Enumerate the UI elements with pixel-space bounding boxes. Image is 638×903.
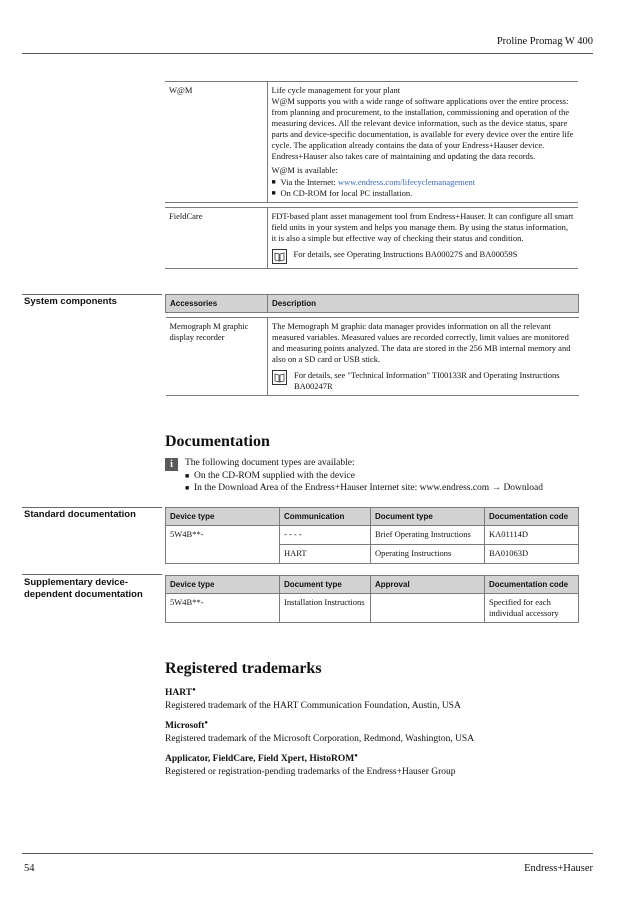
column-header: Description: [268, 295, 579, 313]
book-icon: [272, 370, 287, 385]
trademarks-heading: Registered trademarks: [165, 660, 322, 677]
table-cell: Brief Operating Instructions: [371, 526, 485, 545]
registered-mark-icon: ●: [192, 687, 196, 693]
book-icon: [272, 249, 287, 264]
info-icon: i: [165, 458, 178, 471]
column-header: Documentation code: [485, 576, 579, 594]
documentation-list: [185, 470, 580, 494]
wam-available-label: W@M is available:: [271, 165, 338, 175]
section-divider: [22, 294, 162, 295]
supplementary-documentation-table: [165, 575, 579, 623]
note-text: For details, see Operating Instructions BA00027S and BA00059S: [293, 249, 518, 259]
section-divider: [22, 574, 162, 575]
table-cell: HART: [280, 545, 371, 564]
trademark-text: Registered trademark of the HART Communication Foundation, Austin, USA: [165, 701, 461, 711]
column-header: Device type: [166, 576, 280, 594]
table-cell: BA01063D: [485, 545, 579, 564]
bullet-prefix: Via the Internet:: [280, 177, 338, 187]
documentation-intro-block: [185, 457, 580, 494]
software-desc-wam: [267, 82, 578, 203]
section-label-supplementary-documentation: Supplementary device-dependent documentation: [24, 577, 143, 600]
table-cell: Installation Instructions: [280, 594, 371, 623]
column-header: Device type: [166, 508, 280, 526]
software-desc-fieldcare: [267, 208, 578, 269]
list-item: ■ On the CD-ROM supplied with the device: [185, 470, 580, 482]
trademark-name: HART: [165, 688, 193, 698]
accessory-description: [268, 318, 579, 396]
list-item: ■ In the Download Area of the Endress+Hauser Internet site: www.endress.com → Download: [185, 482, 580, 494]
column-header: Documentation code: [485, 508, 579, 526]
section-divider: [22, 507, 162, 508]
table-row: [165, 208, 578, 269]
software-name-fieldcare: FieldCare: [165, 208, 267, 269]
standard-documentation-table: [165, 507, 579, 564]
column-header: Approval: [371, 576, 485, 594]
section-label-standard-documentation: Standard documentation: [24, 509, 136, 520]
accessory-text: The Memograph M graphic data manager provides information on all the relevant measured variables. Measured values are recorded correctly, limit values are monitored and measuring points analyzed. The data are stored in the 256 MB internal memory and also on a SD card or USB stick.: [272, 321, 571, 364]
section-label-system-components: System components: [24, 296, 117, 307]
footer-divider: [22, 853, 593, 854]
table-row: [166, 594, 579, 623]
trademark-name: Applicator, FieldCare, Field Xpert, HistoROM: [165, 754, 355, 764]
table-cell: 5W4B**-: [166, 594, 280, 623]
table-row: [166, 318, 579, 396]
page-header-title: Proline Promag W 400: [496, 36, 593, 47]
registered-mark-icon: ●: [354, 753, 358, 759]
device-type-cell: 5W4B**-: [166, 526, 280, 564]
trademark-item: [165, 717, 585, 746]
software-table: [165, 81, 578, 269]
wam-text: W@M supports you with a wide range of software applications over the entire process: from planning and procurement, to the installation, commissioning and operation of the measuring devices. All the relevant device information, such as the device status, spare parts and device-specific documentation, is available for every device over the entire life cycle. The application already contains the data of your Endress+Hauser device. Endress+Hauser also takes care of maintaining and updating the data records.: [271, 96, 574, 161]
system-components-table: [165, 294, 579, 396]
table-cell: [371, 594, 485, 623]
trademark-item: [165, 750, 585, 779]
accessory-name: Memograph M graphic display recorder: [166, 318, 268, 396]
trademark-name: Microsoft: [165, 721, 205, 731]
memograph-note: [272, 370, 575, 392]
column-header: Communication: [280, 508, 371, 526]
trademark-text: Registered trademark of the Microsoft Corporation, Redmond, Washington, USA: [165, 734, 475, 744]
table-cell: KA01114D: [485, 526, 579, 545]
trademarks-list: [165, 684, 585, 779]
trademark-item: [165, 684, 585, 713]
software-name-wam: W@M: [165, 82, 267, 203]
wam-availability-list: [272, 177, 575, 199]
table-row: [165, 82, 578, 203]
page-number: 54: [24, 863, 35, 874]
note-text: For details, see "Technical Information" TI00133R and Operating Instructions BA00247R: [294, 370, 560, 391]
list-item: ■ On CD-ROM for local PC installation.: [272, 188, 575, 199]
table-cell: Operating Instructions: [371, 545, 485, 564]
documentation-intro: The following document types are available:: [185, 458, 355, 468]
table-cell: - - - -: [280, 526, 371, 545]
header-divider: [22, 53, 593, 54]
column-header: Document type: [280, 576, 371, 594]
fieldcare-text: FDT-based plant asset management tool from Endress+Hauser. It can configure all smart field units in your system and helps you manage them. By using the status information, it is also a simple but effective way of checking their status and condition.: [271, 211, 574, 243]
trademark-text: Registered or registration-pending trademarks of the Endress+Hauser Group: [165, 767, 456, 777]
fieldcare-note: [272, 249, 575, 265]
table-row: [166, 526, 579, 545]
wam-title: Life cycle management for your plant: [271, 85, 401, 95]
wam-link[interactable]: www.endress.com/lifecyclemanagement: [337, 177, 476, 187]
table-cell: Specified for each individual accessory: [485, 594, 579, 623]
list-item: [272, 177, 575, 188]
column-header: Accessories: [166, 295, 268, 313]
documentation-heading: Documentation: [165, 433, 270, 450]
footer-brand: Endress+Hauser: [524, 863, 593, 874]
registered-mark-icon: ●: [204, 720, 209, 726]
column-header: Document type: [371, 508, 485, 526]
